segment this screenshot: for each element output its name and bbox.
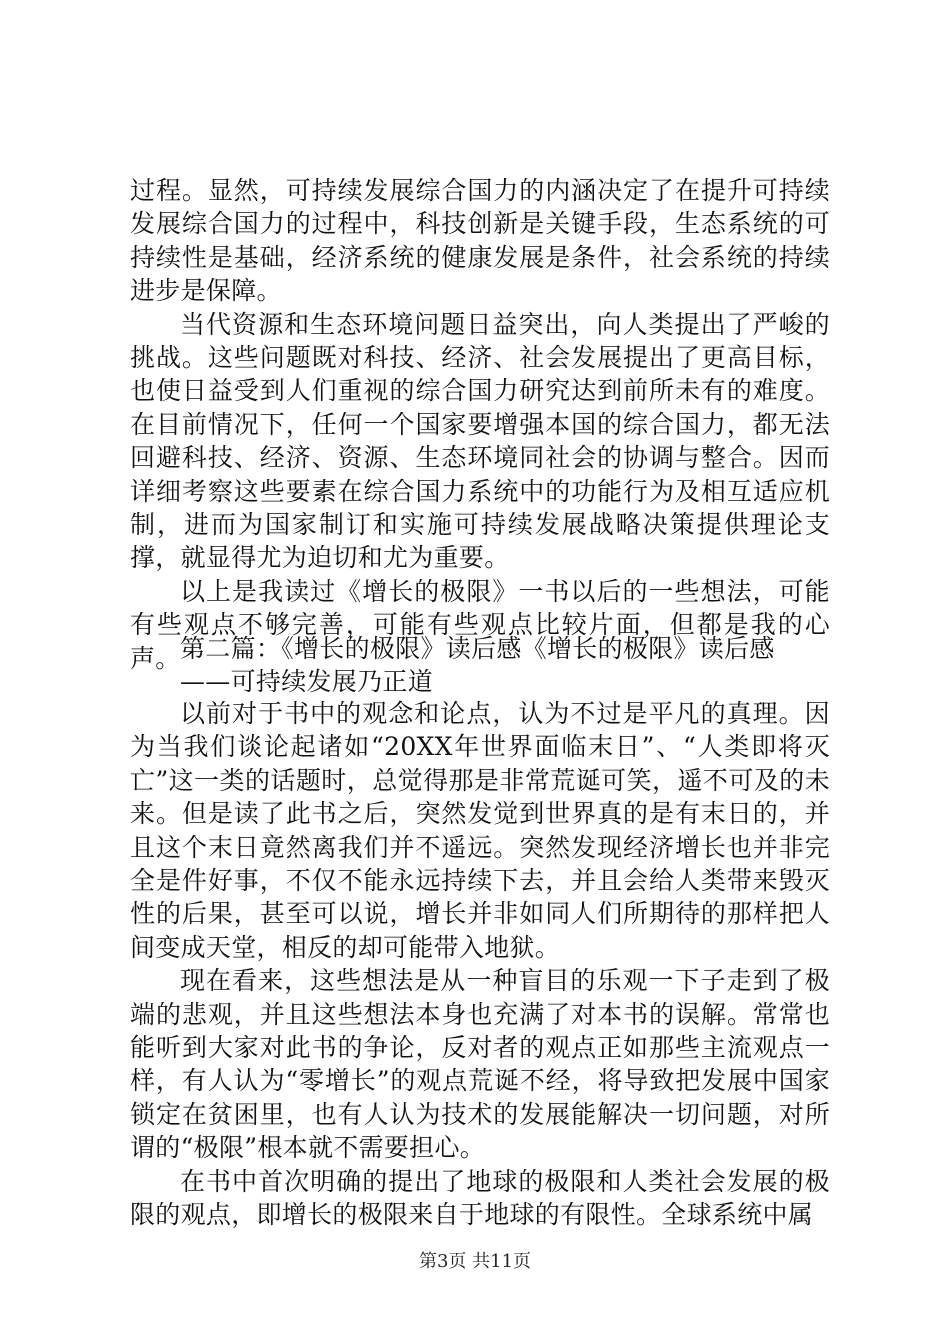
page-footer: 第3页 共11页 [418, 1251, 532, 1272]
section-1 [130, 174, 830, 675]
paragraph-current-views: 现在看来，这些想法是从一种盲目的乐观一下子走到了极端的悲观，并且这些想法本身也充满了对本书的误解。常常也能听到大家对此书的争论，反对者的观点正如那些主流观点一样，有人认为“零增长”的观点荒诞不经，将导致把发展中国家锁定在贫困里，也有人认为技术的发展能解决一切问题，对所谓的“极限”根本就不需要担心。 [130, 966, 830, 1163]
section-subtitle: ——可持续发展乃正道 [180, 667, 434, 696]
section-title: 第二篇：《增长的极限》读后感《增长的极限》读后感 [180, 634, 775, 663]
paragraph-previous-views: 以前对于书中的观念和论点，认为不过是平凡的真理。因为当我们谈论起诸如“20XX年世界面临末日”、“人类即将灭亡”这一类的话题时，总觉得那是非常荒诞可笑，遥不可及的未来。但是读了此书之后，突然发觉到世界真的是有末日的，并且这个末日竟然离我们并不遥远。突然发现经济增长也并非完全是件好事，不仅不能永远持续下去，并且会给人类带来毁灭性的后果，甚至可以说，增长并非如同人们所期待的那样把人间变成天堂，相反的却可能带入地狱。 [130, 699, 830, 962]
paragraph-continuation: 过程。显然，可持续发展综合国力的内涵决定了在提升可持续发展综合国力的过程中，科技创新是关键手段，生态系统的可持续性是基础，经济系统的健康发展是条件，社会系统的持续进步是保障。 [130, 176, 830, 306]
paragraph-earth-limits: 在书中首次明确的提出了地球的极限和人类社会发展的极限的观点，即增长的极限来自于地球的有限性。全球系统中属 [130, 1166, 830, 1230]
section-2-body [130, 697, 830, 1232]
paragraph-conclusion: 以上是我读过《增长的极限》一书以后的一些想法，可能有些观点不够完善，可能有些观点比较片面，但都是我的心声。 [130, 576, 830, 673]
paragraph-resources-environment: 当代资源和生态环境问题日益突出，向人类提出了严峻的挑战。这些问题既对科技、经济、社会发展提出了更高目标，也使日益受到人们重视的综合国力研究达到前所未有的难度。在目前情况下，任何一个国家要增强本国的综合国力，都无法回避科技、经济、资源、生态环境同社会的协调与整合。因而详细考察这些要素在综合国力系统中的功能行为及相互适应机制，进而为国家制订和实施可持续发展战略决策提供理论支撑，就显得尤为迫切和尤为重要。 [130, 309, 830, 573]
section-2-heading [180, 632, 840, 698]
